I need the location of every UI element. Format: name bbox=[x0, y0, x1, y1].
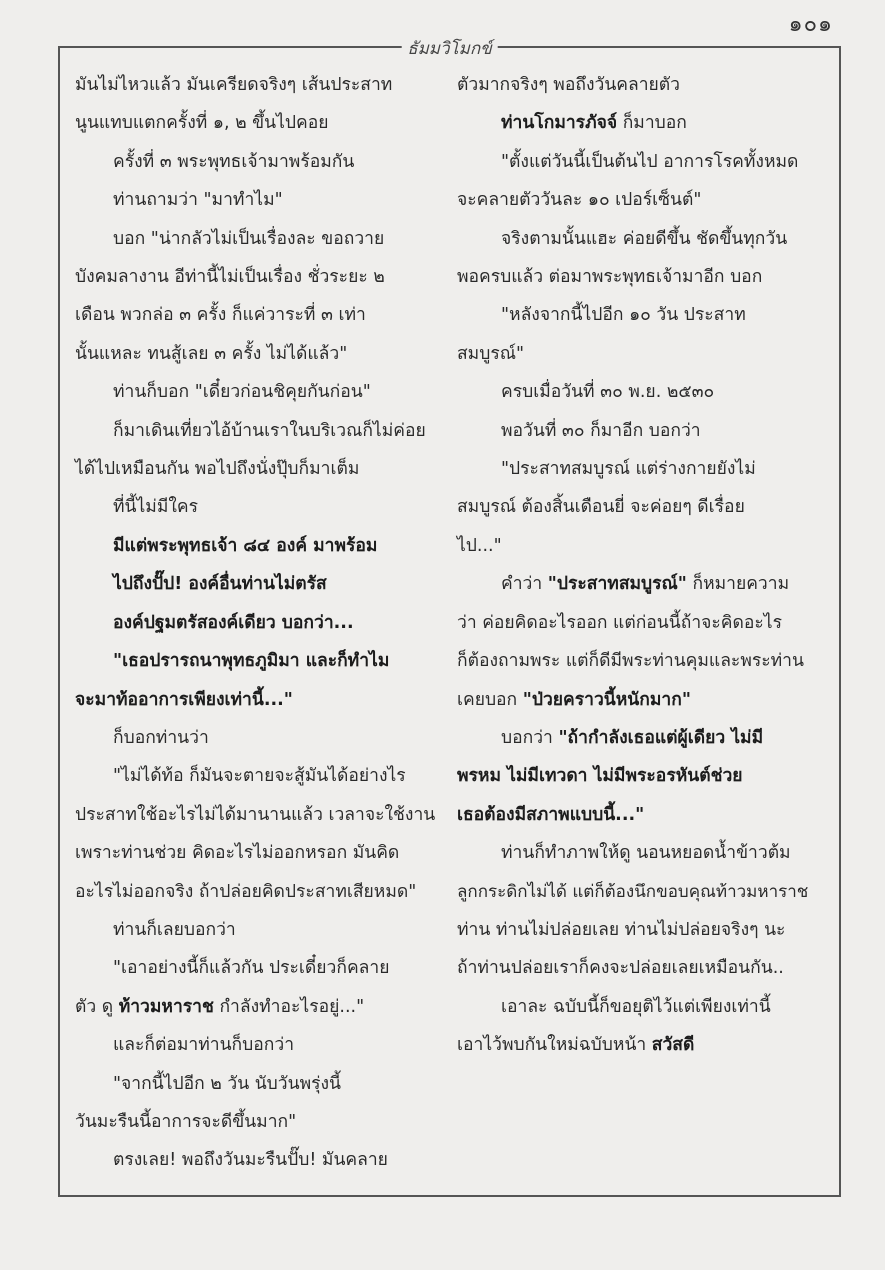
running-head: ธัมมวิโมกข์ bbox=[401, 35, 498, 62]
text-line: จะมาท้ออาการเพียงเท่านี้..." bbox=[75, 689, 293, 710]
text-line: "ไม่ได้ท้อ ก็มันจะตายจะสู้มันได้อย่างไร bbox=[113, 766, 406, 787]
text-line: ครบเมื่อวันที่ ๓๐ พ.ย. ๒๕๓๐ bbox=[501, 382, 715, 403]
text-line: จริงตามนั้นแฮะ ค่อยดีขึ้น ชัดขึ้นทุกวัน bbox=[501, 228, 788, 249]
text-line: พรหม ไม่มีเทวดา ไม่มีพระอรหันต์ช่วย bbox=[457, 766, 743, 787]
text-line: ตัวมากจริงๆ พอถึงวันคลายตัว bbox=[457, 75, 680, 95]
text-line: อะไรไม่ออกจริง ถ้าปล่อยคิดประสาทเสียหมด" bbox=[75, 881, 417, 902]
text-line: นั้นแหละ ทนสู้เลย ๓ ครั้ง ไม่ได้แล้ว" bbox=[75, 343, 348, 364]
text-line: พอวันที่ ๓๐ ก็มาอีก บอกว่า bbox=[501, 420, 701, 441]
text-line: ท่านก็ทำภาพให้ดู นอนหยอดน้ำข้าวต้ม bbox=[501, 843, 791, 864]
text-line: "ประสาทสมบูรณ์ แต่ร่างกายยังไม่ bbox=[501, 459, 756, 480]
text-line: นูนแทบแตกครั้งที่ ๑, ๒ ขึ้นไปคอย bbox=[75, 113, 329, 134]
text-line: สมบูรณ์" bbox=[457, 343, 525, 364]
page-number: ๑๐๑ bbox=[788, 12, 833, 37]
text-line: ตรงเลย! พอถึงวันมะรืนปั๊บ! มันคลาย bbox=[113, 1150, 388, 1171]
page-frame bbox=[58, 39, 841, 1197]
text-line: ถ้าท่านปล่อยเราก็คงจะปล่อยเลยเหมือนกัน.. bbox=[457, 958, 784, 979]
text-line: ได้ไปเหมือนกัน พอไปถึงนั่งปุ๊บก็มาเต็ม bbox=[75, 459, 360, 480]
text-line: เคยบอก "ป่วยคราวนี้หนักมาก" bbox=[457, 689, 691, 710]
text-line: เพราะท่านช่วย คิดอะไรไม่ออกหรอก มันคิด bbox=[75, 843, 400, 864]
text-line: "เอาอย่างนี้ก็แล้วกัน ประเดี๋ยวก็คลาย bbox=[113, 958, 390, 979]
text-line: ท่านถามว่า "มาทำไม" bbox=[113, 190, 283, 211]
text-line: เอาละ ฉบับนี้ก็ขอยุติไว้แต่เพียงเท่านี้ bbox=[501, 996, 771, 1017]
text-line: เดือน พวกล่อ ๓ ครั้ง ก็แค่วาระที่ ๓ เท่า bbox=[75, 305, 366, 326]
text-line: "จากนี้ไปอีก ๒ วัน นับวันพรุ่งนี้ bbox=[113, 1073, 342, 1094]
text-line: ว่า ค่อยคิดอะไรออก แต่ก่อนนี้ถ้าจะคิดอะไร bbox=[457, 612, 782, 633]
text-line: บอก "น่ากลัวไม่เป็นเรื่องละ ขอถวาย bbox=[113, 228, 385, 249]
text-line: และก็ต่อมาท่านก็บอกว่า bbox=[113, 1035, 295, 1056]
text-line: ประสาทใช้อะไรไม่ได้มานานแล้ว เวลาจะใช้งาน bbox=[75, 804, 436, 825]
text-line: คำว่า "ประสาทสมบูรณ์" ก็หมายความ bbox=[501, 574, 790, 595]
text-line: บังคมลางาน อีท่านี้ไม่เป็นเรื่อง ชั่วระยะ ๒ bbox=[75, 267, 385, 288]
text-line: จะคลายตัววันละ ๑๐ เปอร์เซ็นต์" bbox=[457, 190, 702, 211]
text-line: พอครบแล้ว ต่อมาพระพุทธเจ้ามาอีก บอก bbox=[457, 267, 763, 288]
text-line: ก็มาเดินเที่ยวไอ้บ้านเราในบริเวณก็ไม่ค่อย bbox=[113, 420, 426, 441]
text-line: องค์ปฐมตรัสองค์เดียว บอกว่า... bbox=[113, 612, 354, 633]
text-line: มีแต่พระพุทธเจ้า ๘๔ องค์ มาพร้อม bbox=[113, 535, 378, 556]
text-line: ครั้งที่ ๓ พระพุทธเจ้ามาพร้อมกัน bbox=[113, 151, 355, 172]
text-line: สมบูรณ์ ต้องสิ้นเดือนยี่ จะค่อยๆ ดีเรื่อย bbox=[457, 497, 745, 518]
text-line: เอาไว้พบกันใหม่ฉบับหน้า สวัสดี bbox=[457, 1035, 695, 1056]
text-line: บอกว่า "ถ้ากำลังเธอแต่ผู้เดียว ไม่มี bbox=[501, 727, 764, 748]
text-line: "หลังจากนี้ไปอีก ๑๐ วัน ประสาท bbox=[501, 305, 746, 326]
text-line: ตัว ดู ท้าวมหาราช กำลังทำอะไรอยู่..." bbox=[75, 996, 365, 1017]
text-line: ก็บอกท่านว่า bbox=[113, 727, 209, 748]
text-line: ก็ต้องถามพระ แต่ก็ดีมีพระท่านคุมและพระท่าน bbox=[457, 651, 804, 672]
text-line: เธอต้องมีสภาพแบบนี้..." bbox=[457, 804, 645, 825]
text-line: ไป..." bbox=[457, 535, 502, 556]
text-line: ท่านก็เลยบอกว่า bbox=[113, 919, 236, 940]
left-column bbox=[75, 66, 435, 1180]
text-line: ไปถึงปั๊ป! องค์อื่นท่านไม่ตรัส bbox=[113, 574, 327, 595]
text-line: ลูกกระดิกไม่ได้ แต่ก็ต้องนึกขอบคุณท้าวมหาราช bbox=[457, 881, 809, 902]
text-line: ที่นี้ไม่มีใคร bbox=[113, 497, 199, 518]
text-line: ท่านโกมารภัจจ์ ก็มาบอก bbox=[501, 113, 687, 134]
text-line: ท่านก็บอก "เดี๋ยวก่อนชิคุยกันก่อน" bbox=[113, 382, 371, 403]
text-line: ท่าน ท่านไม่ปล่อยเลย ท่านไม่ปล่อยจริงๆ นะ bbox=[457, 919, 786, 940]
right-column bbox=[457, 66, 815, 1065]
text-line: มันไม่ไหวแล้ว มันเครียดจริงๆ เส้นประสาท bbox=[75, 75, 393, 95]
text-line: "เธอปรารถนาพุทธภูมิมา และก็ทำไม bbox=[113, 651, 390, 672]
text-line: "ตั้งแต่วันนี้เป็นต้นไป อาการโรคทั้งหมด bbox=[501, 151, 799, 172]
text-line: วันมะรืนนี้อาการจะดีขึ้นมาก" bbox=[75, 1111, 297, 1132]
